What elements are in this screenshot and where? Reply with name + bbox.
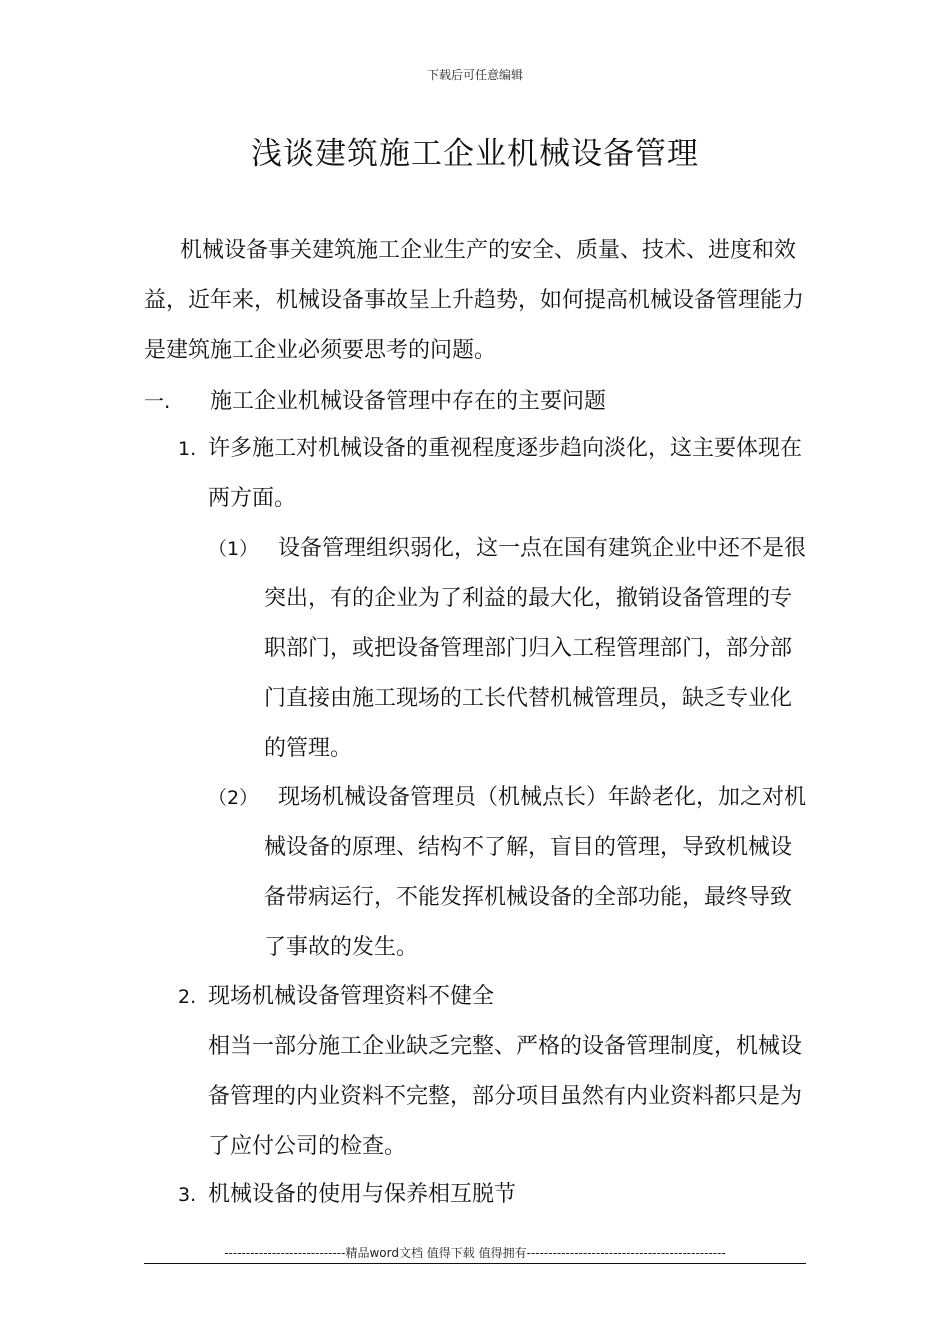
body-paragraph: 相当一部分施工企业缺乏完整、严格的设备管理制度，机械设备管理的内业资料不完整，部分项目虽然有内业资料都只是为了应付公司的检查。 xyxy=(208,1034,803,1159)
sub-list-item xyxy=(208,524,810,774)
sub-list-item-number: （1） xyxy=(208,538,259,560)
list-item-text: 现场机械设备管理资料不健全 xyxy=(208,984,495,1009)
intro-paragraph: 机械设备事关建筑施工企业生产的安全、质量、技术、进度和效益，近年来，机械设备事故呈上升趋势，如何提高机械设备管理能力是建筑施工企业必须要思考的问题。 xyxy=(144,238,805,363)
document-title: 浅谈建筑施工企业机械设备管理 xyxy=(251,136,699,172)
list-item-number: 3. xyxy=(178,1184,197,1206)
footer-divider xyxy=(144,1263,806,1264)
footer-note: ----------------------------精品word文档 值得下载 值得拥有---------------------------------------------- xyxy=(224,1246,726,1260)
sub-list-item-number: （2） xyxy=(208,787,259,809)
list-item xyxy=(178,424,810,524)
list-item-text: 许多施工对机械设备的重视程度逐步趋向淡化，这主要体现在两方面。 xyxy=(208,436,803,511)
list-item-text: 机械设备的使用与保养相互脱节 xyxy=(208,1182,517,1207)
sub-list-item-text: 现场机械设备管理员（机械点长）年龄老化，加之对机械设备的原理、结构不了解，盲目的管理，导致机械设备带病运行，不能发挥机械设备的全部功能，最终导致了事故的发生。 xyxy=(264,785,807,960)
section-title: 施工企业机械设备管理中存在的主要问题 xyxy=(210,389,607,414)
section-heading xyxy=(144,376,606,427)
section-number: 一. xyxy=(144,389,171,413)
list-item-number: 2. xyxy=(178,986,197,1008)
header-note: 下载后可任意编辑 xyxy=(426,68,523,82)
list-item xyxy=(178,972,810,1022)
list-item-number: 1. xyxy=(178,438,197,460)
sub-list-item xyxy=(208,773,810,973)
list-item xyxy=(178,1170,810,1220)
sub-list-item-text: 设备管理组织弱化，这一点在国有建筑企业中还不是很突出，有的企业为了利益的最大化，撤销设备管理的专职部门，或把设备管理部门归入工程管理部门，部分部门直接由施工现场的工长代替机械管理员，缺乏专业化的管理。 xyxy=(264,536,807,761)
